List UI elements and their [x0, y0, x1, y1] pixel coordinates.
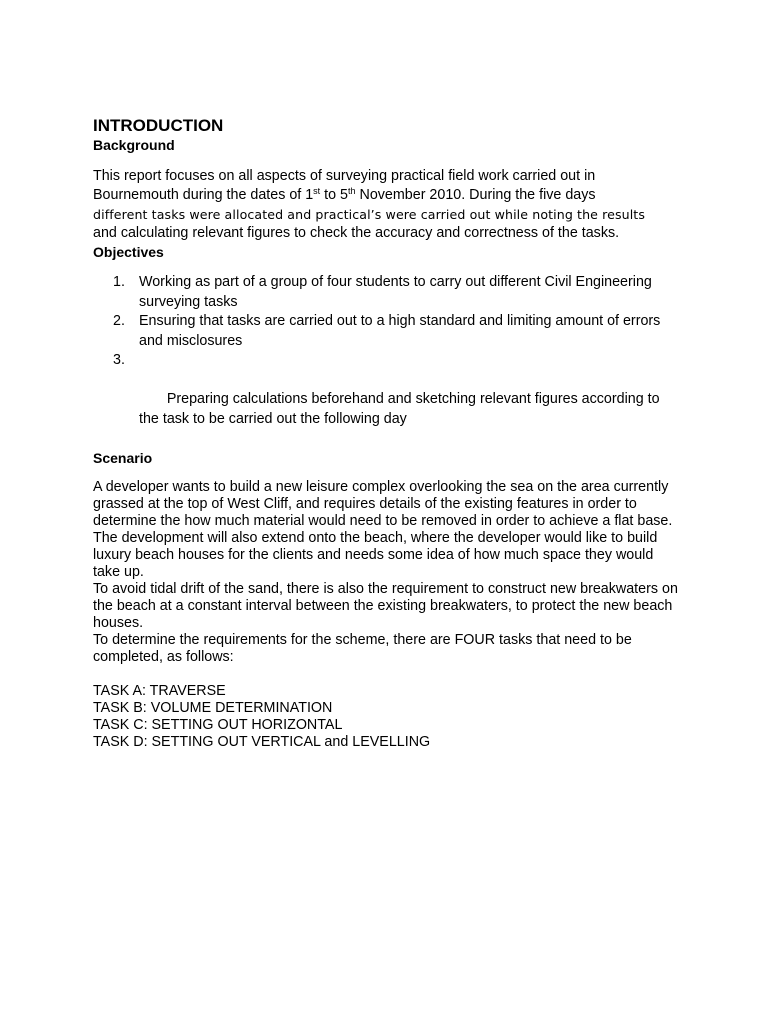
background-line-2-part-b: to 5: [320, 187, 349, 203]
list-item-text: Preparing calculations beforehand and sketching relevant figures according to the task to be carried out the following day: [139, 391, 664, 427]
superscript-th: th: [348, 186, 356, 197]
background-line-1: This report focuses on all aspects of surveying practical field work carried out in: [93, 168, 596, 184]
list-item: [93, 312, 669, 351]
superscript-st: st: [313, 186, 321, 197]
scenario-paragraph: To determine the requirements for the scheme, there are FOUR tasks that need to be completed, as follows:: [93, 631, 632, 665]
task-list: [93, 683, 693, 751]
scenario-paragraph: The development will also extend onto the beach, where the developer would like to build luxury beach houses for the clients and needs some idea of how much space they would take up.: [93, 529, 658, 580]
document-page: [93, 116, 693, 751]
background-paragraph: [93, 167, 693, 243]
objectives-list: [93, 273, 693, 449]
background-line-2-part-a: Bournemouth during the dates of 1: [93, 187, 314, 203]
background-line-3: different tasks were allocated and practical’s were carried out while noting the results: [93, 207, 645, 222]
task-item: TASK B: VOLUME DETERMINATION: [93, 699, 333, 716]
scenario-heading: Scenario: [93, 449, 153, 466]
background-heading: Background: [93, 137, 175, 153]
list-item-text: Ensuring that tasks are carried out to a high standard and limiting amount of errors and misclosures: [139, 313, 661, 349]
objectives-heading: Objectives: [93, 244, 164, 260]
list-item-number: 3.: [113, 352, 125, 368]
list-item: [93, 273, 669, 312]
page-title: INTRODUCTION: [93, 116, 224, 135]
list-item: [93, 351, 669, 449]
task-item: TASK C: SETTING OUT HORIZONTAL: [93, 716, 343, 733]
scenario-paragraph: A developer wants to build a new leisure complex overlooking the sea on the area currently grassed at the top of West Cliff, and requires details of the existing features in order to determine the how much material would need to be removed in order to achieve a flat base.: [93, 478, 673, 529]
background-line-2-part-c: November 2010. During the five days: [355, 187, 596, 203]
task-item: TASK A: TRAVERSE: [93, 682, 226, 699]
list-item-number: 2.: [113, 313, 125, 329]
scenario-body: [93, 479, 693, 666]
background-line-4: and calculating relevant figures to check the accuracy and correctness of the tasks.: [93, 225, 620, 241]
list-item-number: 1.: [113, 274, 125, 290]
list-item-text: Working as part of a group of four students to carry out different Civil Engineering surveying tasks: [139, 274, 652, 310]
scenario-paragraph: To avoid tidal drift of the sand, there is also the requirement to construct new breakwaters on the beach at a constant interval between the existing breakwaters, to protect the new beach houses.: [93, 580, 678, 631]
background-line-2: [93, 186, 693, 205]
task-item: TASK D: SETTING OUT VERTICAL and LEVELLING: [93, 733, 431, 750]
